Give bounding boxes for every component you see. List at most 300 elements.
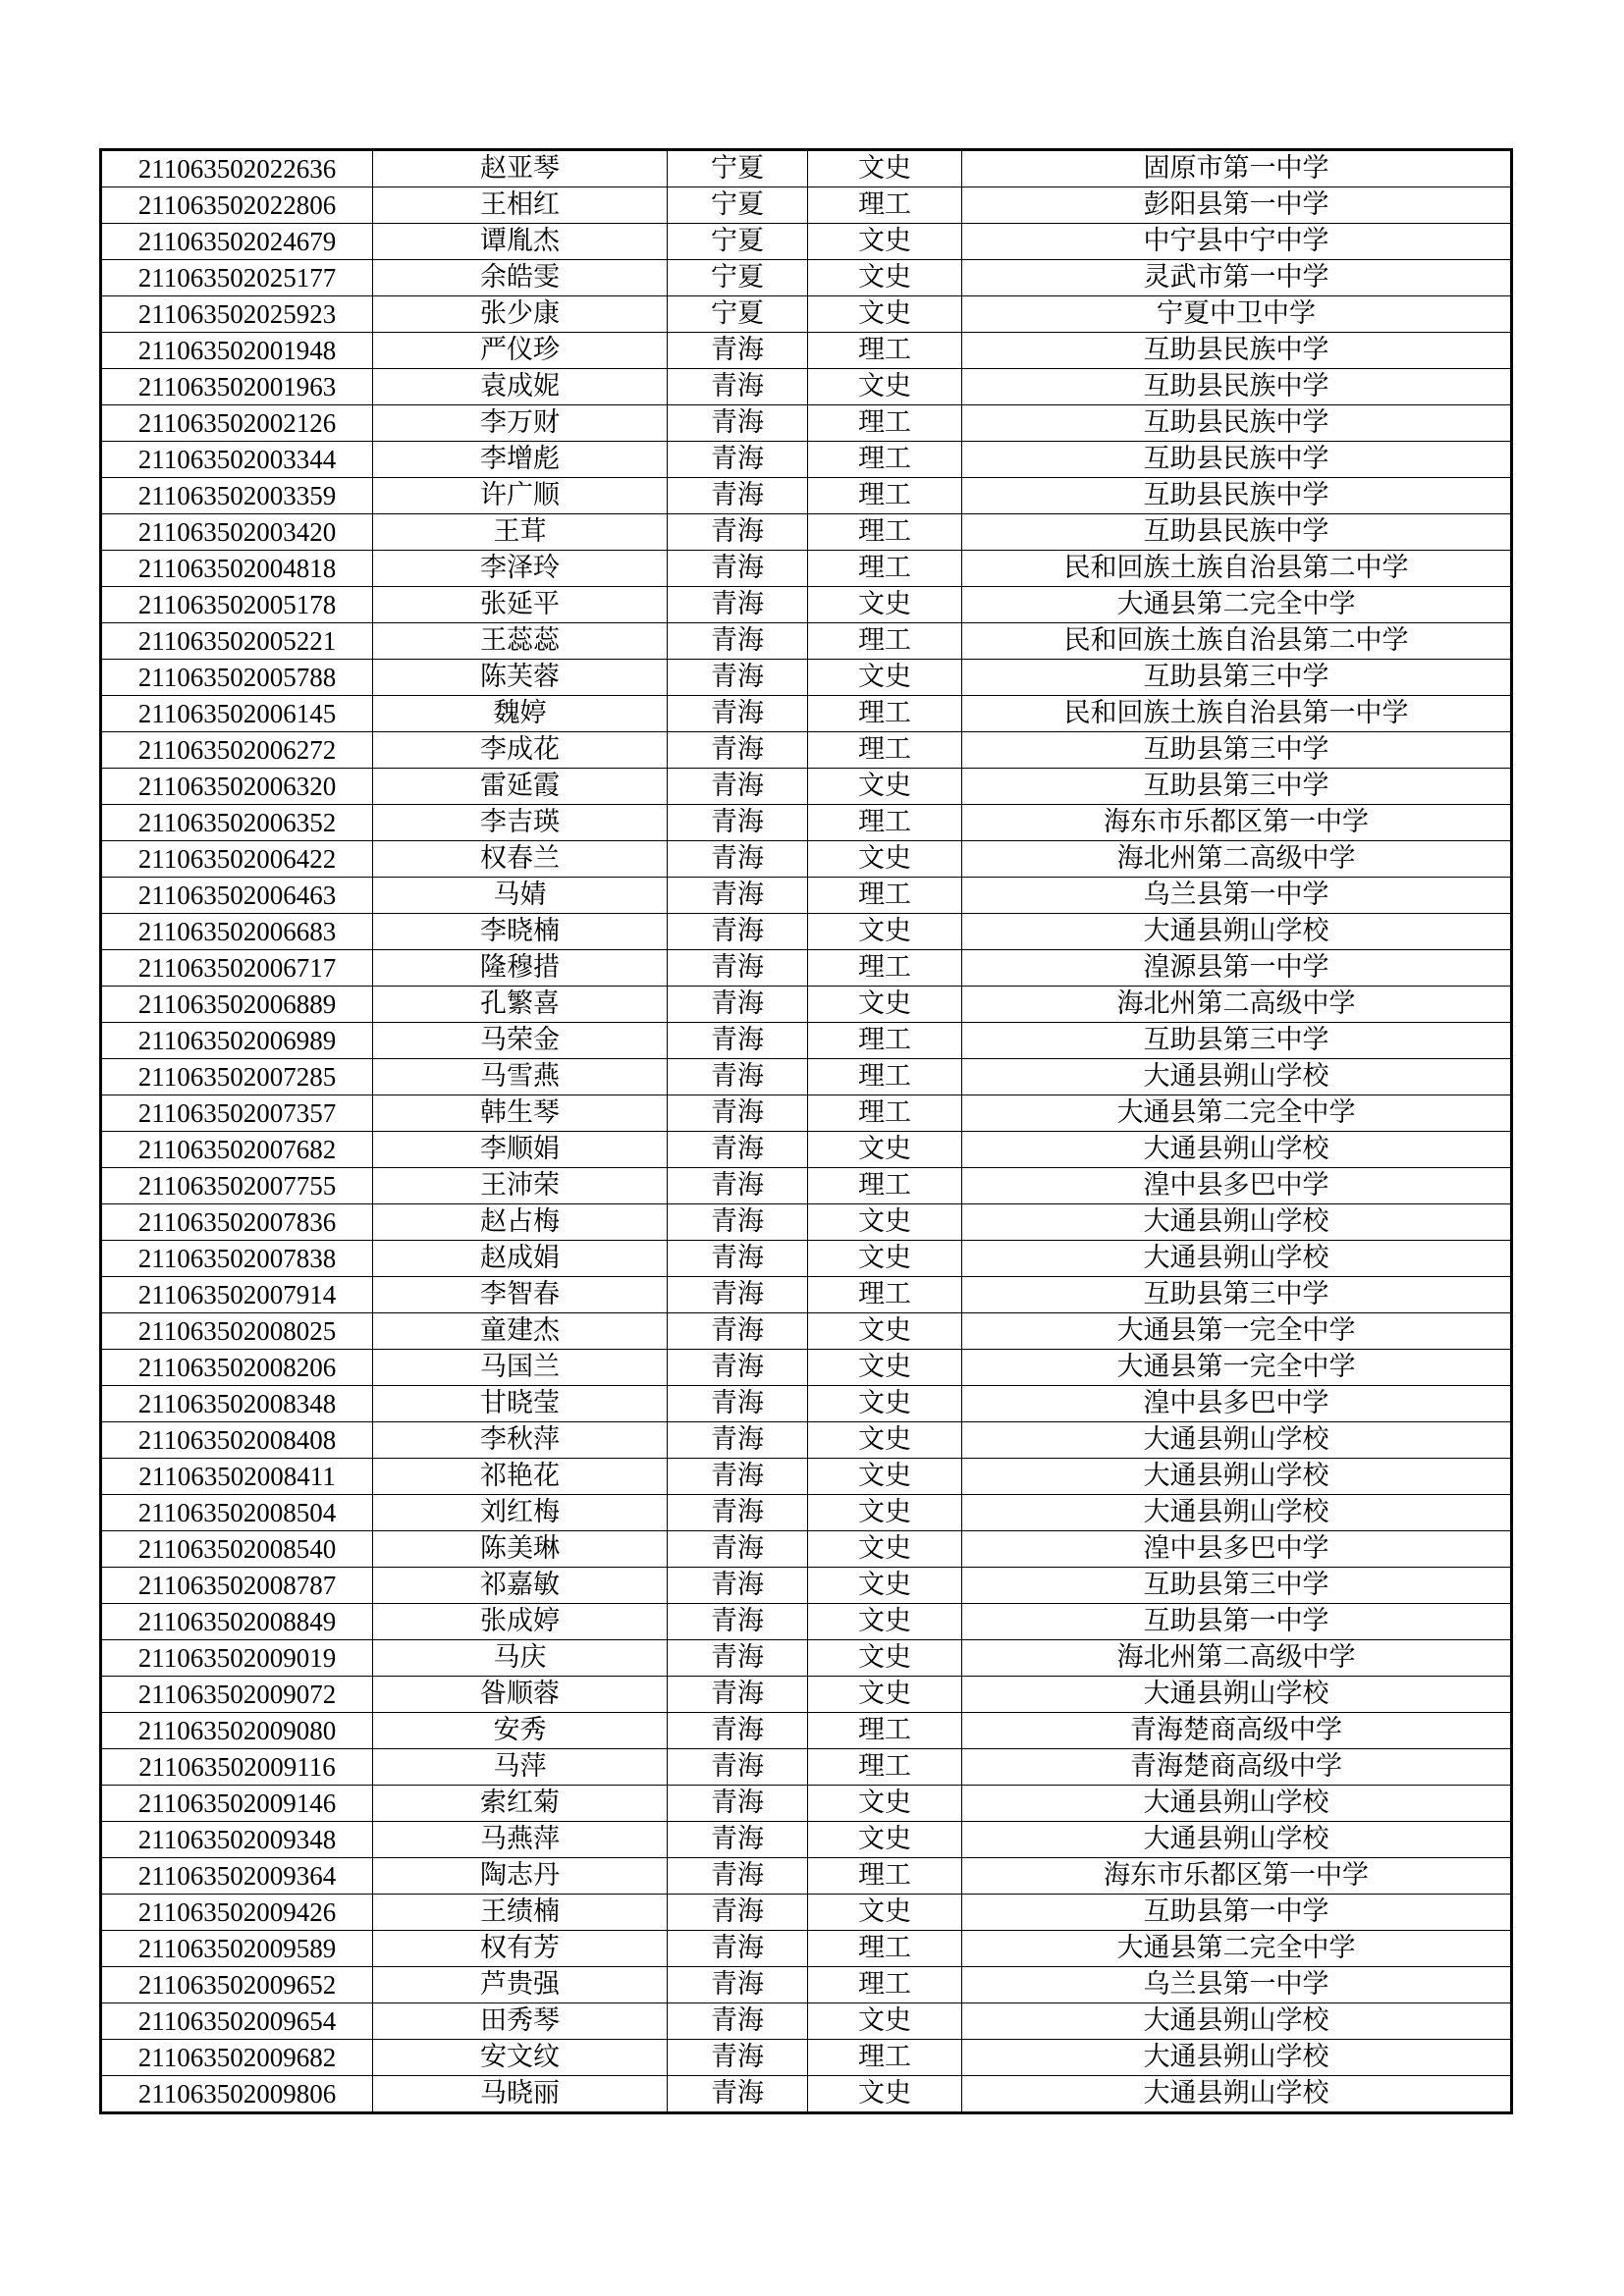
candidate-id-cell: 211063502007836 xyxy=(101,1204,373,1241)
category-cell: 理工 xyxy=(808,1713,962,1749)
school-cell: 互助县民族中学 xyxy=(962,478,1512,514)
school-cell: 大通县第一完全中学 xyxy=(962,1313,1512,1350)
candidate-id-cell: 211063502022636 xyxy=(101,150,373,187)
student-name-cell: 魏婷 xyxy=(373,696,668,732)
student-name-cell: 昝顺蓉 xyxy=(373,1677,668,1713)
category-cell: 文史 xyxy=(808,296,962,333)
region-cell: 青海 xyxy=(668,1095,808,1132)
school-cell: 互助县第三中学 xyxy=(962,660,1512,696)
category-cell: 理工 xyxy=(808,333,962,369)
table-row xyxy=(101,805,1512,841)
school-cell: 湟源县第一中学 xyxy=(962,950,1512,987)
region-cell: 青海 xyxy=(668,2076,808,2113)
candidate-id-cell: 211063502005178 xyxy=(101,587,373,623)
student-name-cell: 李万财 xyxy=(373,405,668,442)
table-row xyxy=(101,150,1512,187)
region-cell: 青海 xyxy=(668,1168,808,1204)
region-cell: 青海 xyxy=(668,1786,808,1822)
candidate-id-cell: 211063502006683 xyxy=(101,914,373,950)
category-cell: 文史 xyxy=(808,1241,962,1277)
candidate-id-cell: 211063502008540 xyxy=(101,1531,373,1568)
school-cell: 宁夏中卫中学 xyxy=(962,296,1512,333)
table-row xyxy=(101,224,1512,260)
school-cell: 大通县朔山学校 xyxy=(962,1204,1512,1241)
candidate-id-cell: 211063502006145 xyxy=(101,696,373,732)
region-cell: 青海 xyxy=(668,841,808,878)
category-cell: 文史 xyxy=(808,150,962,187)
candidate-id-cell: 211063502008348 xyxy=(101,1386,373,1422)
student-name-cell: 权有芳 xyxy=(373,1931,668,1967)
student-name-cell: 陈美琳 xyxy=(373,1531,668,1568)
school-cell: 民和回族土族自治县第二中学 xyxy=(962,623,1512,660)
school-cell: 灵武市第一中学 xyxy=(962,260,1512,296)
table-row xyxy=(101,914,1512,950)
category-cell: 文史 xyxy=(808,1786,962,1822)
candidate-id-cell: 211063502006889 xyxy=(101,987,373,1023)
school-cell: 大通县朔山学校 xyxy=(962,2003,1512,2040)
candidate-id-cell: 211063502002126 xyxy=(101,405,373,442)
student-name-cell: 王相红 xyxy=(373,187,668,224)
table-row xyxy=(101,296,1512,333)
student-name-cell: 李增彪 xyxy=(373,442,668,478)
table-row xyxy=(101,1895,1512,1931)
table-row xyxy=(101,1568,1512,1604)
table-row xyxy=(101,1241,1512,1277)
category-cell: 文史 xyxy=(808,769,962,805)
school-cell: 互助县第一中学 xyxy=(962,1895,1512,1931)
student-name-cell: 芦贵强 xyxy=(373,1967,668,2003)
table-row xyxy=(101,1967,1512,2003)
category-cell: 理工 xyxy=(808,187,962,224)
student-name-cell: 田秀琴 xyxy=(373,2003,668,2040)
candidate-id-cell: 211063502022806 xyxy=(101,187,373,224)
student-name-cell: 谭胤杰 xyxy=(373,224,668,260)
candidate-id-cell: 211063502007285 xyxy=(101,1059,373,1095)
student-name-cell: 王茸 xyxy=(373,514,668,551)
category-cell: 理工 xyxy=(808,696,962,732)
category-cell: 理工 xyxy=(808,732,962,769)
candidate-id-cell: 211063502025177 xyxy=(101,260,373,296)
category-cell: 文史 xyxy=(808,1822,962,1858)
school-cell: 大通县朔山学校 xyxy=(962,1786,1512,1822)
table-row xyxy=(101,660,1512,696)
region-cell: 青海 xyxy=(668,769,808,805)
school-cell: 互助县民族中学 xyxy=(962,514,1512,551)
candidate-id-cell: 211063502009072 xyxy=(101,1677,373,1713)
table-row xyxy=(101,442,1512,478)
region-cell: 青海 xyxy=(668,660,808,696)
student-name-cell: 马庆 xyxy=(373,1640,668,1677)
student-name-cell: 许广顺 xyxy=(373,478,668,514)
region-cell: 青海 xyxy=(668,1386,808,1422)
table-row xyxy=(101,769,1512,805)
table-row xyxy=(101,1531,1512,1568)
table-row xyxy=(101,478,1512,514)
table-row xyxy=(101,1313,1512,1350)
table-row xyxy=(101,1713,1512,1749)
region-cell: 青海 xyxy=(668,1822,808,1858)
student-list-table xyxy=(99,148,1513,2114)
category-cell: 理工 xyxy=(808,478,962,514)
candidate-id-cell: 211063502003359 xyxy=(101,478,373,514)
school-cell: 大通县朔山学校 xyxy=(962,1241,1512,1277)
region-cell: 青海 xyxy=(668,1640,808,1677)
candidate-id-cell: 211063502009348 xyxy=(101,1822,373,1858)
school-cell: 固原市第一中学 xyxy=(962,150,1512,187)
region-cell: 青海 xyxy=(668,1350,808,1386)
region-cell: 青海 xyxy=(668,1677,808,1713)
student-name-cell: 索红菊 xyxy=(373,1786,668,1822)
school-cell: 大通县朔山学校 xyxy=(962,914,1512,950)
category-cell: 文史 xyxy=(808,1640,962,1677)
student-name-cell: 童建杰 xyxy=(373,1313,668,1350)
school-cell: 大通县朔山学校 xyxy=(962,2076,1512,2113)
student-name-cell: 安秀 xyxy=(373,1713,668,1749)
candidate-id-cell: 211063502006463 xyxy=(101,878,373,914)
table-row xyxy=(101,623,1512,660)
table-row xyxy=(101,187,1512,224)
region-cell: 青海 xyxy=(668,514,808,551)
student-name-cell: 李晓楠 xyxy=(373,914,668,950)
school-cell: 互助县第三中学 xyxy=(962,732,1512,769)
table-row xyxy=(101,260,1512,296)
student-name-cell: 李吉瑛 xyxy=(373,805,668,841)
region-cell: 青海 xyxy=(668,1967,808,2003)
region-cell: 青海 xyxy=(668,333,808,369)
category-cell: 文史 xyxy=(808,1386,962,1422)
student-name-cell: 马燕萍 xyxy=(373,1822,668,1858)
student-name-cell: 袁成妮 xyxy=(373,369,668,405)
category-cell: 理工 xyxy=(808,2040,962,2076)
category-cell: 理工 xyxy=(808,1749,962,1786)
school-cell: 青海楚商高级中学 xyxy=(962,1713,1512,1749)
region-cell: 青海 xyxy=(668,551,808,587)
category-cell: 理工 xyxy=(808,514,962,551)
region-cell: 青海 xyxy=(668,405,808,442)
candidate-id-cell: 211063502008504 xyxy=(101,1495,373,1531)
candidate-id-cell: 211063502001948 xyxy=(101,333,373,369)
region-cell: 青海 xyxy=(668,623,808,660)
region-cell: 青海 xyxy=(668,478,808,514)
student-name-cell: 孔繁喜 xyxy=(373,987,668,1023)
candidate-id-cell: 211063502003344 xyxy=(101,442,373,478)
school-cell: 大通县朔山学校 xyxy=(962,1822,1512,1858)
table-row xyxy=(101,950,1512,987)
category-cell: 理工 xyxy=(808,405,962,442)
school-cell: 湟中县多巴中学 xyxy=(962,1386,1512,1422)
category-cell: 文史 xyxy=(808,1132,962,1168)
category-cell: 文史 xyxy=(808,1531,962,1568)
table-row xyxy=(101,1749,1512,1786)
student-name-cell: 祁艳花 xyxy=(373,1459,668,1495)
category-cell: 文史 xyxy=(808,224,962,260)
category-cell: 理工 xyxy=(808,1095,962,1132)
student-name-cell: 马萍 xyxy=(373,1749,668,1786)
category-cell: 文史 xyxy=(808,1422,962,1459)
school-cell: 大通县朔山学校 xyxy=(962,1132,1512,1168)
student-name-cell: 张成婷 xyxy=(373,1604,668,1640)
school-cell: 互助县第三中学 xyxy=(962,1568,1512,1604)
school-cell: 海北州第二高级中学 xyxy=(962,841,1512,878)
student-name-cell: 韩生琴 xyxy=(373,1095,668,1132)
candidate-id-cell: 211063502005788 xyxy=(101,660,373,696)
school-cell: 互助县第三中学 xyxy=(962,1023,1512,1059)
school-cell: 中宁县中宁中学 xyxy=(962,224,1512,260)
table-row xyxy=(101,514,1512,551)
candidate-id-cell: 211063502009116 xyxy=(101,1749,373,1786)
category-cell: 文史 xyxy=(808,914,962,950)
student-name-cell: 安文纹 xyxy=(373,2040,668,2076)
school-cell: 湟中县多巴中学 xyxy=(962,1531,1512,1568)
region-cell: 青海 xyxy=(668,1531,808,1568)
region-cell: 青海 xyxy=(668,805,808,841)
table-row xyxy=(101,2003,1512,2040)
table-row xyxy=(101,1640,1512,1677)
candidate-id-cell: 211063502009019 xyxy=(101,1640,373,1677)
table-row xyxy=(101,1204,1512,1241)
region-cell: 青海 xyxy=(668,369,808,405)
student-name-cell: 张延平 xyxy=(373,587,668,623)
school-cell: 大通县第二完全中学 xyxy=(962,1931,1512,1967)
student-name-cell: 甘晓莹 xyxy=(373,1386,668,1422)
category-cell: 文史 xyxy=(808,1677,962,1713)
table-row xyxy=(101,1931,1512,1967)
student-name-cell: 张少康 xyxy=(373,296,668,333)
category-cell: 文史 xyxy=(808,1604,962,1640)
table-row xyxy=(101,405,1512,442)
school-cell: 大通县第二完全中学 xyxy=(962,1095,1512,1132)
candidate-id-cell: 211063502007357 xyxy=(101,1095,373,1132)
category-cell: 文史 xyxy=(808,1350,962,1386)
category-cell: 文史 xyxy=(808,260,962,296)
student-name-cell: 李智春 xyxy=(373,1277,668,1313)
category-cell: 文史 xyxy=(808,1495,962,1531)
table-row xyxy=(101,878,1512,914)
school-cell: 大通县朔山学校 xyxy=(962,1459,1512,1495)
table-row xyxy=(101,987,1512,1023)
student-name-cell: 刘红梅 xyxy=(373,1495,668,1531)
table-row xyxy=(101,1277,1512,1313)
category-cell: 文史 xyxy=(808,1895,962,1931)
table-row xyxy=(101,1677,1512,1713)
category-cell: 文史 xyxy=(808,660,962,696)
candidate-id-cell: 211063502001963 xyxy=(101,369,373,405)
category-cell: 文史 xyxy=(808,1459,962,1495)
region-cell: 青海 xyxy=(668,1568,808,1604)
candidate-id-cell: 211063502003420 xyxy=(101,514,373,551)
candidate-id-cell: 211063502025923 xyxy=(101,296,373,333)
table-row xyxy=(101,732,1512,769)
region-cell: 青海 xyxy=(668,1241,808,1277)
candidate-id-cell: 211063502007838 xyxy=(101,1241,373,1277)
category-cell: 理工 xyxy=(808,1023,962,1059)
student-name-cell: 李秋萍 xyxy=(373,1422,668,1459)
school-cell: 海东市乐都区第一中学 xyxy=(962,1858,1512,1895)
table-row xyxy=(101,1786,1512,1822)
school-cell: 乌兰县第一中学 xyxy=(962,1967,1512,2003)
table-body xyxy=(101,150,1512,2113)
candidate-id-cell: 211063502007755 xyxy=(101,1168,373,1204)
candidate-id-cell: 211063502006989 xyxy=(101,1023,373,1059)
category-cell: 理工 xyxy=(808,950,962,987)
student-name-cell: 马荣金 xyxy=(373,1023,668,1059)
region-cell: 青海 xyxy=(668,1749,808,1786)
candidate-id-cell: 211063502009426 xyxy=(101,1895,373,1931)
region-cell: 青海 xyxy=(668,1895,808,1931)
category-cell: 文史 xyxy=(808,987,962,1023)
school-cell: 民和回族土族自治县第一中学 xyxy=(962,696,1512,732)
school-cell: 民和回族土族自治县第二中学 xyxy=(962,551,1512,587)
candidate-id-cell: 211063502008206 xyxy=(101,1350,373,1386)
student-name-cell: 雷延霞 xyxy=(373,769,668,805)
table-row xyxy=(101,1168,1512,1204)
school-cell: 互助县第一中学 xyxy=(962,1604,1512,1640)
category-cell: 理工 xyxy=(808,442,962,478)
student-name-cell: 赵成娟 xyxy=(373,1241,668,1277)
region-cell: 宁夏 xyxy=(668,296,808,333)
table-row xyxy=(101,1822,1512,1858)
school-cell: 海北州第二高级中学 xyxy=(962,1640,1512,1677)
candidate-id-cell: 211063502009654 xyxy=(101,2003,373,2040)
candidate-id-cell: 211063502007914 xyxy=(101,1277,373,1313)
candidate-id-cell: 211063502009080 xyxy=(101,1713,373,1749)
school-cell: 大通县朔山学校 xyxy=(962,1059,1512,1095)
table-row xyxy=(101,1604,1512,1640)
candidate-id-cell: 211063502008849 xyxy=(101,1604,373,1640)
category-cell: 理工 xyxy=(808,1277,962,1313)
region-cell: 宁夏 xyxy=(668,260,808,296)
region-cell: 青海 xyxy=(668,1713,808,1749)
region-cell: 青海 xyxy=(668,2040,808,2076)
student-name-cell: 陶志丹 xyxy=(373,1858,668,1895)
candidate-id-cell: 211063502006717 xyxy=(101,950,373,987)
category-cell: 文史 xyxy=(808,841,962,878)
table-row xyxy=(101,1132,1512,1168)
school-cell: 海东市乐都区第一中学 xyxy=(962,805,1512,841)
candidate-id-cell: 211063502006320 xyxy=(101,769,373,805)
student-name-cell: 王绩楠 xyxy=(373,1895,668,1931)
category-cell: 文史 xyxy=(808,1204,962,1241)
region-cell: 青海 xyxy=(668,696,808,732)
region-cell: 青海 xyxy=(668,442,808,478)
table-row xyxy=(101,1059,1512,1095)
student-name-cell: 李顺娟 xyxy=(373,1132,668,1168)
student-name-cell: 余皓雯 xyxy=(373,260,668,296)
school-cell: 大通县第二完全中学 xyxy=(962,587,1512,623)
student-name-cell: 祁嘉敏 xyxy=(373,1568,668,1604)
candidate-id-cell: 211063502004818 xyxy=(101,551,373,587)
region-cell: 青海 xyxy=(668,1459,808,1495)
candidate-id-cell: 211063502008411 xyxy=(101,1459,373,1495)
table-row xyxy=(101,1350,1512,1386)
school-cell: 大通县朔山学校 xyxy=(962,1677,1512,1713)
student-name-cell: 陈芙蓉 xyxy=(373,660,668,696)
category-cell: 理工 xyxy=(808,1967,962,2003)
school-cell: 互助县第三中学 xyxy=(962,1277,1512,1313)
region-cell: 青海 xyxy=(668,1858,808,1895)
category-cell: 理工 xyxy=(808,1059,962,1095)
table-row xyxy=(101,587,1512,623)
category-cell: 理工 xyxy=(808,623,962,660)
table-row xyxy=(101,333,1512,369)
table-row xyxy=(101,696,1512,732)
region-cell: 宁夏 xyxy=(668,187,808,224)
region-cell: 青海 xyxy=(668,1059,808,1095)
school-cell: 互助县第三中学 xyxy=(962,769,1512,805)
table-row xyxy=(101,369,1512,405)
table-row xyxy=(101,1422,1512,1459)
region-cell: 青海 xyxy=(668,732,808,769)
student-name-cell: 王沛荣 xyxy=(373,1168,668,1204)
student-name-cell: 严仪珍 xyxy=(373,333,668,369)
region-cell: 青海 xyxy=(668,2003,808,2040)
table-row xyxy=(101,1095,1512,1132)
candidate-id-cell: 211063502007682 xyxy=(101,1132,373,1168)
category-cell: 理工 xyxy=(808,551,962,587)
table-row xyxy=(101,1023,1512,1059)
school-cell: 互助县民族中学 xyxy=(962,405,1512,442)
student-name-cell: 李泽玲 xyxy=(373,551,668,587)
student-name-cell: 赵占梅 xyxy=(373,1204,668,1241)
category-cell: 文史 xyxy=(808,587,962,623)
student-name-cell: 马国兰 xyxy=(373,1350,668,1386)
school-cell: 青海楚商高级中学 xyxy=(962,1749,1512,1786)
table-row xyxy=(101,2040,1512,2076)
region-cell: 青海 xyxy=(668,878,808,914)
category-cell: 理工 xyxy=(808,1168,962,1204)
candidate-id-cell: 211063502006272 xyxy=(101,732,373,769)
student-name-cell: 马晓丽 xyxy=(373,2076,668,2113)
region-cell: 青海 xyxy=(668,950,808,987)
candidate-id-cell: 211063502009146 xyxy=(101,1786,373,1822)
school-cell: 互助县民族中学 xyxy=(962,333,1512,369)
category-cell: 文史 xyxy=(808,2076,962,2113)
region-cell: 青海 xyxy=(668,1604,808,1640)
table-row xyxy=(101,841,1512,878)
school-cell: 大通县朔山学校 xyxy=(962,1422,1512,1459)
region-cell: 青海 xyxy=(668,1931,808,1967)
category-cell: 文史 xyxy=(808,1568,962,1604)
school-cell: 互助县民族中学 xyxy=(962,442,1512,478)
candidate-id-cell: 211063502009682 xyxy=(101,2040,373,2076)
table-row xyxy=(101,551,1512,587)
candidate-id-cell: 211063502009364 xyxy=(101,1858,373,1895)
student-name-cell: 权春兰 xyxy=(373,841,668,878)
region-cell: 青海 xyxy=(668,1132,808,1168)
candidate-id-cell: 211063502009589 xyxy=(101,1931,373,1967)
table-row xyxy=(101,1495,1512,1531)
school-cell: 大通县第一完全中学 xyxy=(962,1350,1512,1386)
category-cell: 文史 xyxy=(808,1313,962,1350)
category-cell: 理工 xyxy=(808,1858,962,1895)
candidate-id-cell: 211063502009806 xyxy=(101,2076,373,2113)
table-row xyxy=(101,1858,1512,1895)
region-cell: 青海 xyxy=(668,914,808,950)
school-cell: 大通县朔山学校 xyxy=(962,2040,1512,2076)
region-cell: 青海 xyxy=(668,1422,808,1459)
candidate-id-cell: 211063502024679 xyxy=(101,224,373,260)
student-name-cell: 马雪燕 xyxy=(373,1059,668,1095)
student-name-cell: 李成花 xyxy=(373,732,668,769)
school-cell: 海北州第二高级中学 xyxy=(962,987,1512,1023)
region-cell: 青海 xyxy=(668,987,808,1023)
region-cell: 青海 xyxy=(668,1204,808,1241)
category-cell: 理工 xyxy=(808,805,962,841)
category-cell: 文史 xyxy=(808,369,962,405)
school-cell: 互助县民族中学 xyxy=(962,369,1512,405)
candidate-id-cell: 211063502006352 xyxy=(101,805,373,841)
region-cell: 青海 xyxy=(668,1023,808,1059)
